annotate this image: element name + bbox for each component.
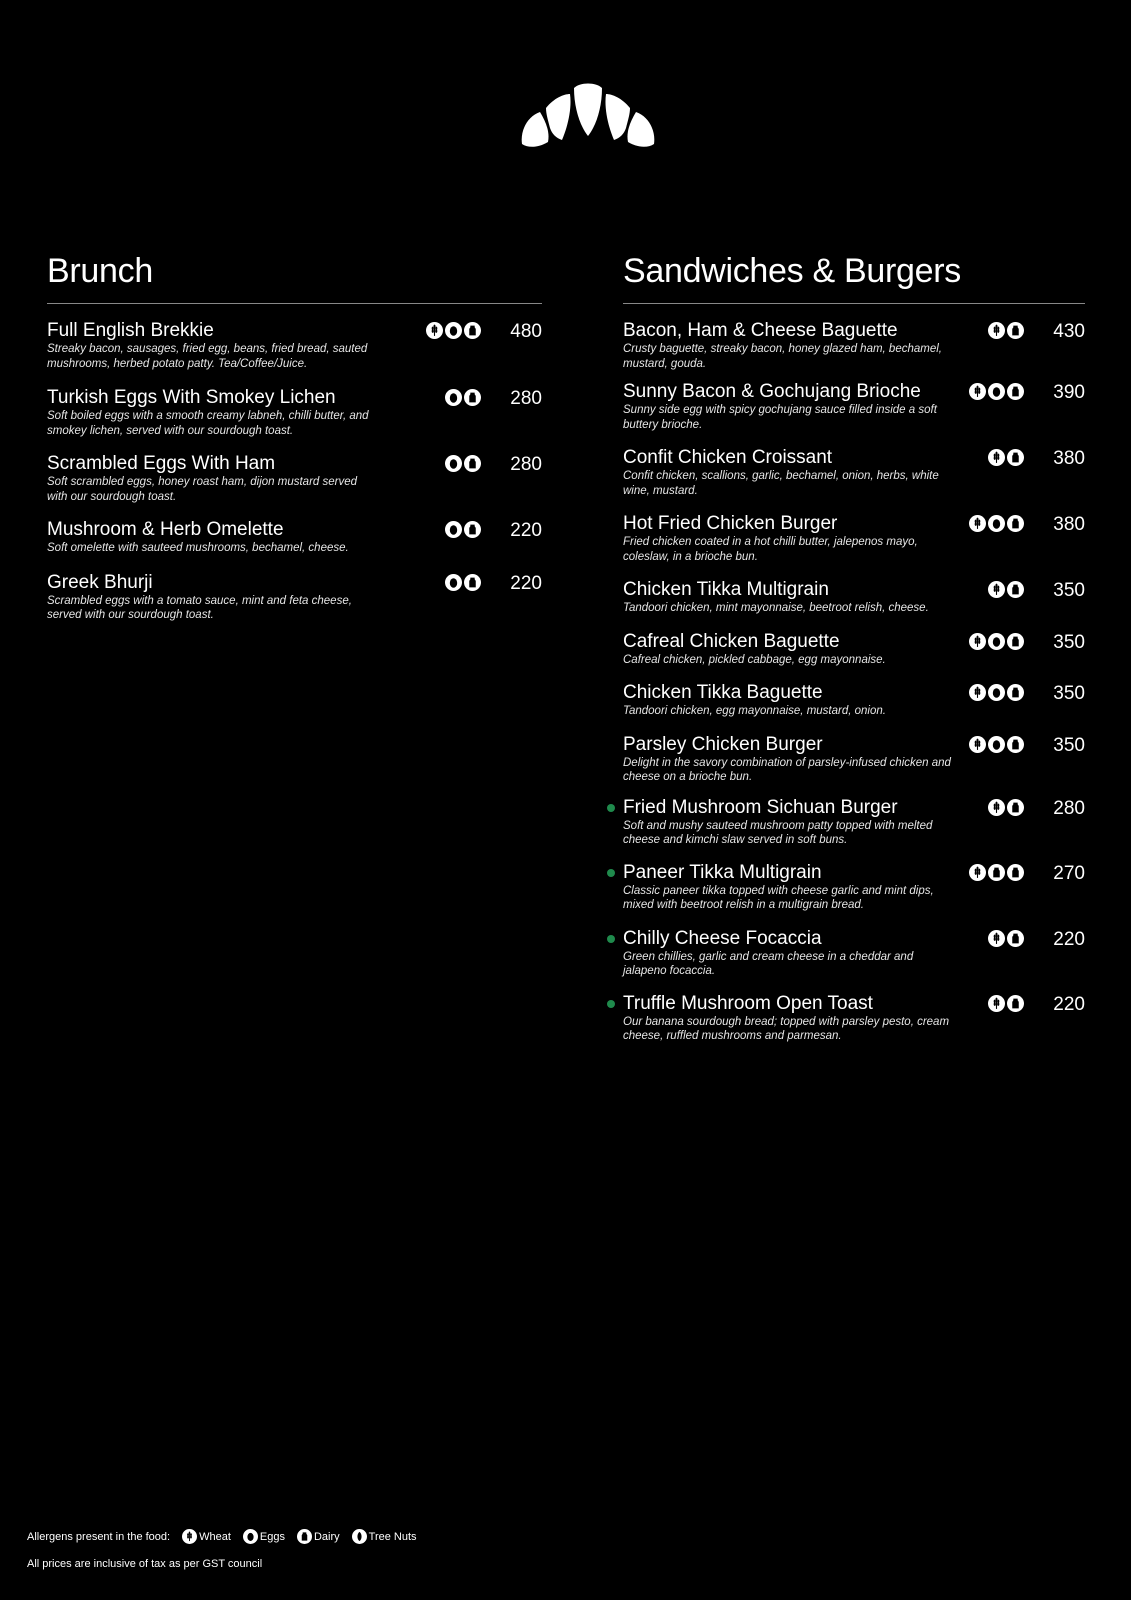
item-name: Full English Brekkie xyxy=(47,320,214,341)
menu-item xyxy=(623,381,1085,432)
dairy-icon xyxy=(1007,383,1024,400)
item-description: Soft boiled eggs with a smooth creamy labneh, chilli butter, and smokey lichen, served with our sourdough toast. xyxy=(47,410,369,437)
brunch-title: Brunch xyxy=(47,252,153,290)
allergen-icons xyxy=(969,383,1024,400)
item-description: Soft scrambled eggs, honey roast ham, dijon mustard served with our sourdough toast. xyxy=(47,476,358,503)
item-name: Sunny Bacon & Gochujang Brioche xyxy=(623,381,921,402)
dairy-icon xyxy=(1007,633,1024,650)
allergen-icons xyxy=(988,930,1024,947)
item-description: Crusty baguette, streaky bacon, honey glazed ham, bechamel, mustard, gouda. xyxy=(623,343,942,370)
dairy-icon xyxy=(1007,515,1024,532)
wheat-icon xyxy=(969,736,986,753)
dairy-icon xyxy=(464,389,481,406)
item-name: Cafreal Chicken Baguette xyxy=(623,630,840,652)
tree-nut-icon xyxy=(352,1529,367,1544)
veg-indicator-dot xyxy=(607,935,615,943)
item-price: 350 xyxy=(1053,580,1085,601)
allergen-icons xyxy=(426,322,481,339)
egg-icon xyxy=(445,455,462,472)
wheat-icon xyxy=(988,581,1005,598)
wheat-icon xyxy=(182,1529,197,1544)
legend-entry-label: Wheat xyxy=(199,1530,231,1543)
allergen-icons xyxy=(988,995,1024,1012)
allergen-icons xyxy=(988,799,1024,816)
egg-icon xyxy=(988,515,1005,532)
menu-item xyxy=(623,631,1085,668)
allergen-icons xyxy=(445,389,481,406)
item-description: Tandoori chicken, egg mayonnaise, mustard, onion. xyxy=(623,705,886,717)
wheat-icon xyxy=(988,322,1005,339)
menu-item xyxy=(623,320,1085,371)
dairy-icon xyxy=(1007,864,1024,881)
dairy-icon xyxy=(1007,684,1024,701)
item-name: Greek Bhurji xyxy=(47,571,153,593)
egg-icon xyxy=(445,322,462,339)
allergen-icons xyxy=(969,684,1024,701)
allergen-icons xyxy=(445,455,481,472)
legend-entry-wheat xyxy=(182,1529,231,1544)
dairy-icon xyxy=(1007,322,1024,339)
allergen-icons xyxy=(969,864,1024,881)
item-description: Cafreal chicken, pickled cabbage, egg mayonnaise. xyxy=(623,653,886,666)
item-name: Parsley Chicken Burger xyxy=(623,733,823,755)
item-description: Scrambled eggs with a tomato sauce, mint and feta cheese, served with our sourdough toast. xyxy=(47,594,352,621)
wheat-icon xyxy=(988,930,1005,947)
item-description: Delight in the savory combination of parsley-infused chicken and cheese on a brioche bun. xyxy=(623,756,951,783)
allergen-icons xyxy=(445,574,481,591)
section-divider xyxy=(623,303,1085,304)
legend-entry-dairy xyxy=(297,1529,340,1544)
item-price: 350 xyxy=(1053,631,1085,653)
item-name: Bacon, Ham & Cheese Baguette xyxy=(623,320,898,341)
dairy-icon xyxy=(464,521,481,538)
veg-indicator-dot xyxy=(607,804,615,812)
dairy-icon xyxy=(297,1529,312,1544)
wheat-icon xyxy=(969,864,986,881)
menu-item xyxy=(623,513,1085,564)
allergen-icons xyxy=(445,521,481,538)
brunch-section xyxy=(47,250,542,623)
dairy-icon xyxy=(464,322,481,339)
dairy-icon xyxy=(988,864,1005,881)
wheat-icon xyxy=(969,633,986,650)
item-name: Mushroom & Herb Omelette xyxy=(47,519,284,540)
menu-item xyxy=(47,387,542,438)
egg-icon xyxy=(988,633,1005,650)
allergen-icons xyxy=(969,515,1024,532)
allergen-icons xyxy=(988,449,1024,466)
item-description: Confit chicken, scallions, garlic, bechamel, onion, herbs, white wine, mustard. xyxy=(623,470,939,497)
item-name: Chicken Tikka Multigrain xyxy=(623,579,829,600)
menu-item xyxy=(623,447,1085,498)
item-price: 390 xyxy=(1053,382,1085,403)
egg-icon xyxy=(445,521,462,538)
menu-item xyxy=(623,928,1085,979)
item-description: Our banana sourdough bread; topped with parsley pesto, cream cheese, ruffled mushrooms and parmesan. xyxy=(623,1015,950,1042)
section-divider xyxy=(47,303,542,304)
item-name: Confit Chicken Croissant xyxy=(623,447,833,468)
sandwiches-title: Sandwiches & Burgers xyxy=(623,252,961,290)
legend-entry-label: Tree Nuts xyxy=(368,1530,417,1543)
wheat-icon xyxy=(426,322,443,339)
menu-item xyxy=(623,682,1085,719)
allergen-legend xyxy=(27,1529,429,1544)
dairy-icon xyxy=(1007,799,1024,816)
item-name: Turkish Eggs With Smokey Lichen xyxy=(47,387,336,408)
item-price: 380 xyxy=(1053,448,1085,469)
item-description: Sunny side egg with spicy gochujang sauce filled inside a soft buttery brioche. xyxy=(623,404,937,431)
item-price: 220 xyxy=(510,572,542,594)
item-name: Scrambled Eggs With Ham xyxy=(47,453,276,474)
menu-item xyxy=(47,572,542,623)
wheat-icon xyxy=(988,799,1005,816)
egg-icon xyxy=(988,684,1005,701)
item-name: Fried Mushroom Sichuan Burger xyxy=(623,796,898,818)
tax-footnote: All prices are inclusive of tax as per GST council xyxy=(27,1558,263,1570)
allergen-icons xyxy=(988,581,1024,598)
item-price: 220 xyxy=(510,520,542,541)
item-price: 380 xyxy=(1053,514,1085,535)
item-name: Truffle Mushroom Open Toast xyxy=(623,992,873,1014)
item-description: Classic paneer tikka topped with cheese garlic and mint dips, mixed with beetroot relish in a multigrain bread. xyxy=(623,884,934,911)
egg-icon xyxy=(988,383,1005,400)
item-price: 220 xyxy=(1053,928,1085,950)
allergen-icons xyxy=(969,633,1024,650)
item-price: 220 xyxy=(1053,993,1085,1015)
item-price: 350 xyxy=(1053,734,1085,756)
item-description: Soft and mushy sauteed mushroom patty topped with melted cheese and kimchi slaw served in soft buns. xyxy=(623,819,933,846)
menu-item xyxy=(623,862,1085,913)
menu-item xyxy=(623,579,1085,616)
egg-icon xyxy=(243,1529,258,1544)
sandwich-items xyxy=(623,320,1085,1044)
dairy-icon xyxy=(464,574,481,591)
menu-item xyxy=(623,734,1085,785)
item-price: 280 xyxy=(1053,797,1085,819)
item-name: Chicken Tikka Baguette xyxy=(623,682,823,703)
egg-icon xyxy=(445,574,462,591)
allergen-icons xyxy=(969,736,1024,753)
item-description: Streaky bacon, sausages, fried egg, beans, fried bread, sauted mushrooms, herbed potato patty. Tea/Coffee/Juice. xyxy=(47,343,368,370)
item-name: Chilly Cheese Focaccia xyxy=(623,927,822,949)
dairy-icon xyxy=(1007,736,1024,753)
menu-item xyxy=(47,519,542,556)
item-price: 430 xyxy=(1053,321,1085,342)
egg-icon xyxy=(445,389,462,406)
allergen-icons xyxy=(988,322,1024,339)
menu-item xyxy=(47,320,542,371)
item-price: 480 xyxy=(510,321,542,342)
legend-label: Allergens present in the food: xyxy=(27,1530,171,1543)
brunch-items xyxy=(47,320,542,623)
menu-item xyxy=(623,797,1085,848)
legend-entry-nuts xyxy=(352,1529,417,1544)
dairy-icon xyxy=(1007,581,1024,598)
item-price: 350 xyxy=(1053,683,1085,704)
item-price: 280 xyxy=(510,454,542,475)
item-description: Soft omelette with sauteed mushrooms, bechamel, cheese. xyxy=(47,542,349,554)
item-description: Green chillies, garlic and cream cheese in a cheddar and jalapeno focaccia. xyxy=(623,950,914,977)
wheat-icon xyxy=(988,995,1005,1012)
dairy-icon xyxy=(1007,930,1024,947)
menu-item xyxy=(623,993,1085,1044)
menu-item xyxy=(47,453,542,504)
wheat-icon xyxy=(988,449,1005,466)
veg-indicator-dot xyxy=(607,869,615,877)
legend-entry-egg xyxy=(243,1529,285,1544)
sandwiches-section xyxy=(623,250,1085,1044)
legend-entry-label: Dairy xyxy=(313,1530,340,1543)
wheat-icon xyxy=(969,684,986,701)
dairy-icon xyxy=(1007,449,1024,466)
dairy-icon xyxy=(464,455,481,472)
item-name: Paneer Tikka Multigrain xyxy=(623,861,822,883)
egg-icon xyxy=(988,736,1005,753)
wheat-icon xyxy=(969,383,986,400)
item-name: Hot Fried Chicken Burger xyxy=(623,513,838,534)
wheat-icon xyxy=(969,515,986,532)
item-description: Tandoori chicken, mint mayonnaise, beetroot relish, cheese. xyxy=(623,602,929,614)
item-description: Fried chicken coated in a hot chilli butter, jalepenos mayo, coleslaw, in a brioche bun. xyxy=(623,536,918,563)
legend-entry-label: Eggs xyxy=(259,1530,285,1543)
croissant-logo-icon xyxy=(520,78,656,150)
item-price: 270 xyxy=(1053,862,1085,884)
veg-indicator-dot xyxy=(607,1000,615,1008)
dairy-icon xyxy=(1007,995,1024,1012)
item-price: 280 xyxy=(510,388,542,409)
